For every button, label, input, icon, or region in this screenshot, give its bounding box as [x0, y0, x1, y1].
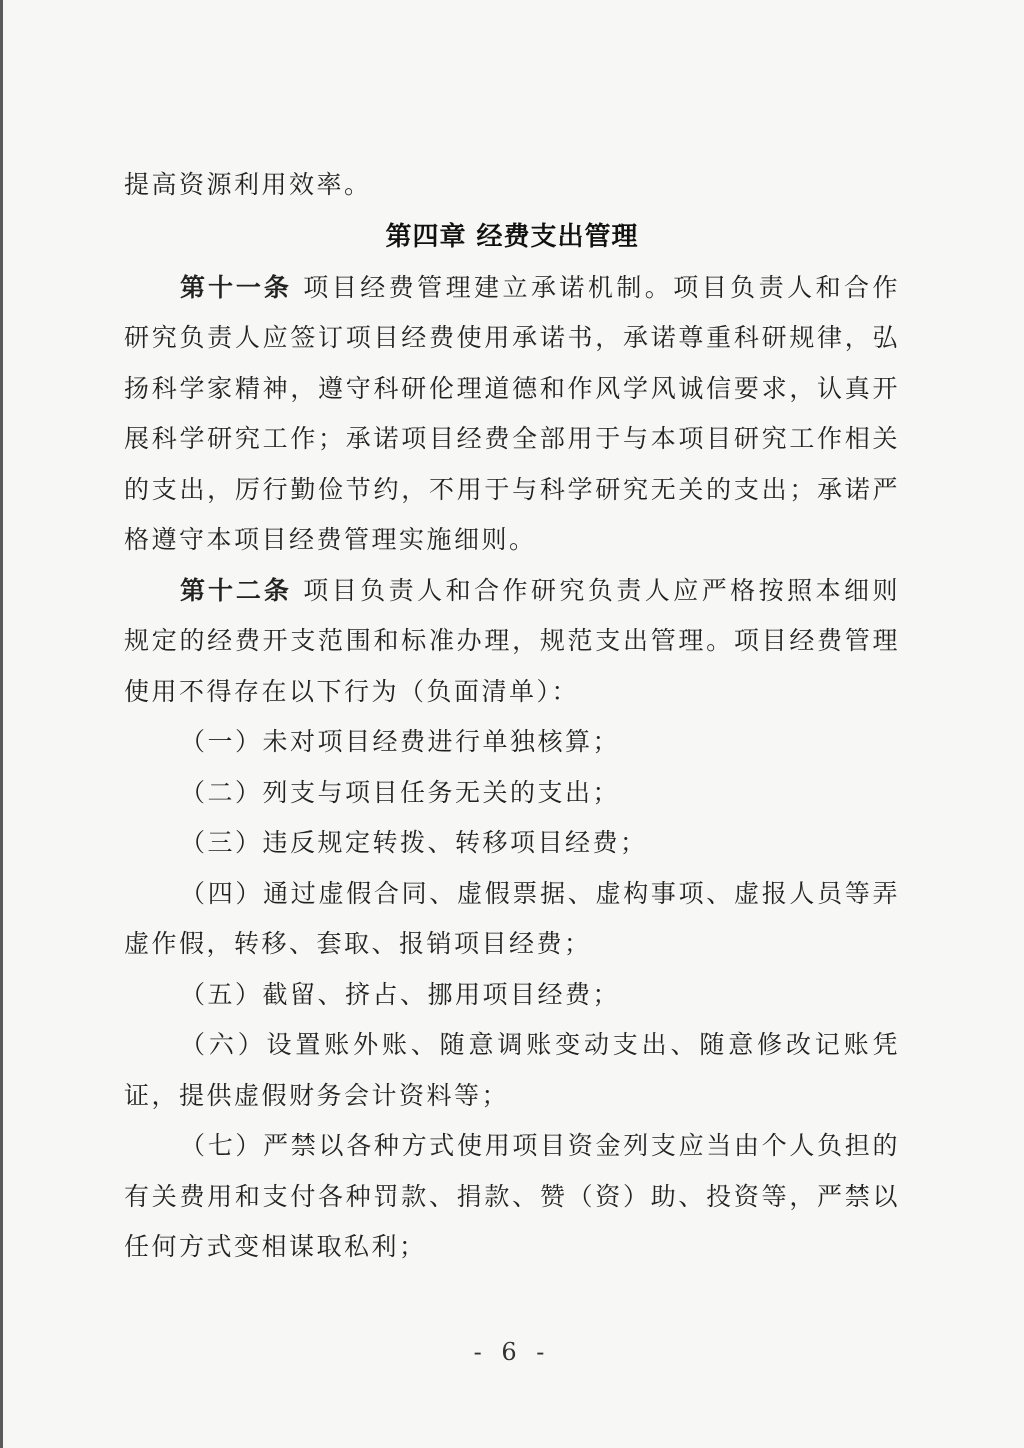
- article-12-text: 项目负责人和合作研究负责人应严格按照本细则规定的经费开支范围和标准办理，规范支出管理。项目经费管理使用不得存在以下行为（负面清单）：: [124, 575, 900, 706]
- article-12: [124, 566, 900, 718]
- list-item-6: （六）设置账外账、随意调账变动支出、随意修改记账凭证，提供虚假财务会计资料等；: [124, 1030, 900, 1110]
- article-11: [124, 263, 900, 566]
- list-item-2: （二）列支与项目任务无关的支出；: [180, 777, 621, 807]
- document-body: [124, 160, 900, 1273]
- list-item-7: （七）严禁以各种方式使用项目资金列支应当由个人负担的有关费用和支付各种罚款、捐款、赞（资）助、投资等，严禁以任何方式变相谋取私利；: [124, 1131, 900, 1261]
- list-item-5: （五）截留、挤占、挪用项目经费；: [180, 979, 621, 1009]
- list-item-3: （三）违反规定转拨、转移项目经费；: [180, 828, 648, 857]
- article-11-text: 项目经费管理建立承诺机制。项目负责人和合作研究负责人应签订项目经费使用承诺书，承诺尊重科研规律，弘扬科学家精神，遵守科研伦理道德和作风学风诚信要求，认真开展科学研究工作；承诺项目经费全部用于与本项目研究工作相关的支出，厉行勤俭节约，不用于与科学研究无关的支出；承诺严格遵守本项目经费管理实施细则。: [124, 272, 900, 554]
- article-12-label: 第十二条: [180, 575, 292, 605]
- list-item-1: （一）未对项目经费进行单独核算；: [180, 727, 621, 756]
- list-item-4: （四）通过虚假合同、虚假票据、虚构事项、虚报人员等弄虚作假，转移、套取、报销项目经费；: [124, 878, 900, 958]
- page-number: - 6 -: [473, 1338, 551, 1366]
- chapter-title: 第四章 经费支出管理: [385, 221, 639, 252]
- paragraph-continuation: 提高资源利用效率。: [124, 170, 372, 199]
- scan-edge: [0, 0, 3, 1448]
- article-11-label: 第十一条: [180, 272, 292, 302]
